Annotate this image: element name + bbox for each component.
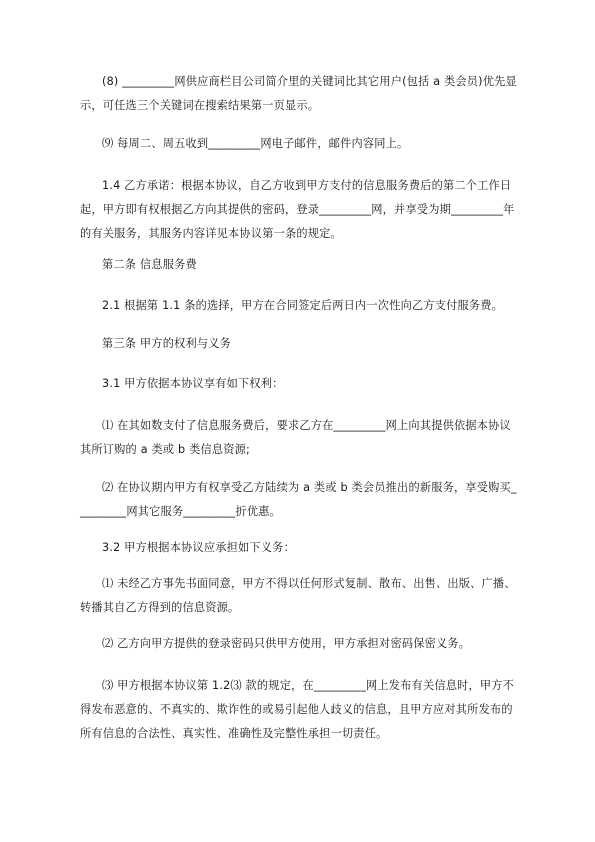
clause-1-4: 1.4 乙方承诺：根据本协议，自乙方收到甲方支付的信息服务费后的第二个工作日起，甲方即有权根据乙方向其提供的密码，登录_________网，并享受为期_________年的有关服务，其服务内容详见本协议第一条的规定。: [80, 179, 515, 240]
clause-3-1-item-1: ⑴ 在其如数支付了信息服务费后，要求乙方在_________网上向其提供依据本协议其所订购的 a 类或 b 类信息资源;: [80, 419, 511, 456]
clause-2-1: 2.1 根据第 1.1 条的选择，甲方在合同签定后两日内一次性向乙方支付服务费。: [102, 299, 504, 312]
clause-3-2-item-2: ⑵ 乙方向甲方提供的登录密码只供甲方使用，甲方承担对密码保密义务。: [102, 637, 471, 650]
clause-item-9: ⑼ 每周二、周五收到_________网电子邮件，邮件内容同上。: [102, 137, 409, 150]
clause-item-8: (8) _________网供应商栏目公司简介里的关键词比其它用户(包括 a 类会员)优先显示，可任选三个关键词在搜索结果第一页显示。: [80, 75, 517, 112]
clause-3-2-item-3: ⑶ 甲方根据本协议第 1.2⑶ 款的规定，在_________网上发布有关信息时，甲方不得发布恶意的、不真实的、欺诈性的或易引起他人歧义的信息，且甲方应对其所发布的所有信息的合法性、真实性、准确性及完整性承担一切责任。: [80, 679, 515, 740]
clause-3-2-item-1: ⑴ 未经乙方事先书面同意，甲方不得以任何形式复制、散布、出售、出版、广播、转播其自乙方得到的信息资源。: [80, 577, 516, 614]
clause-3-1-item-2: ⑵ 在协议期内甲方有权享受乙方陆续为 a 类或 b 类会员推出的新服务，享受购买_________网其它服务_________折优惠。: [80, 481, 517, 518]
section-heading-article-3: 第三条 甲方的权利与义务: [102, 337, 232, 350]
section-heading-article-2: 第二条 信息服务费: [102, 258, 197, 271]
clause-3-2: 3.2 甲方根据本协议应承担如下义务：: [102, 541, 295, 554]
clause-3-1: 3.1 甲方依据本协议享有如下权利：: [102, 377, 284, 390]
